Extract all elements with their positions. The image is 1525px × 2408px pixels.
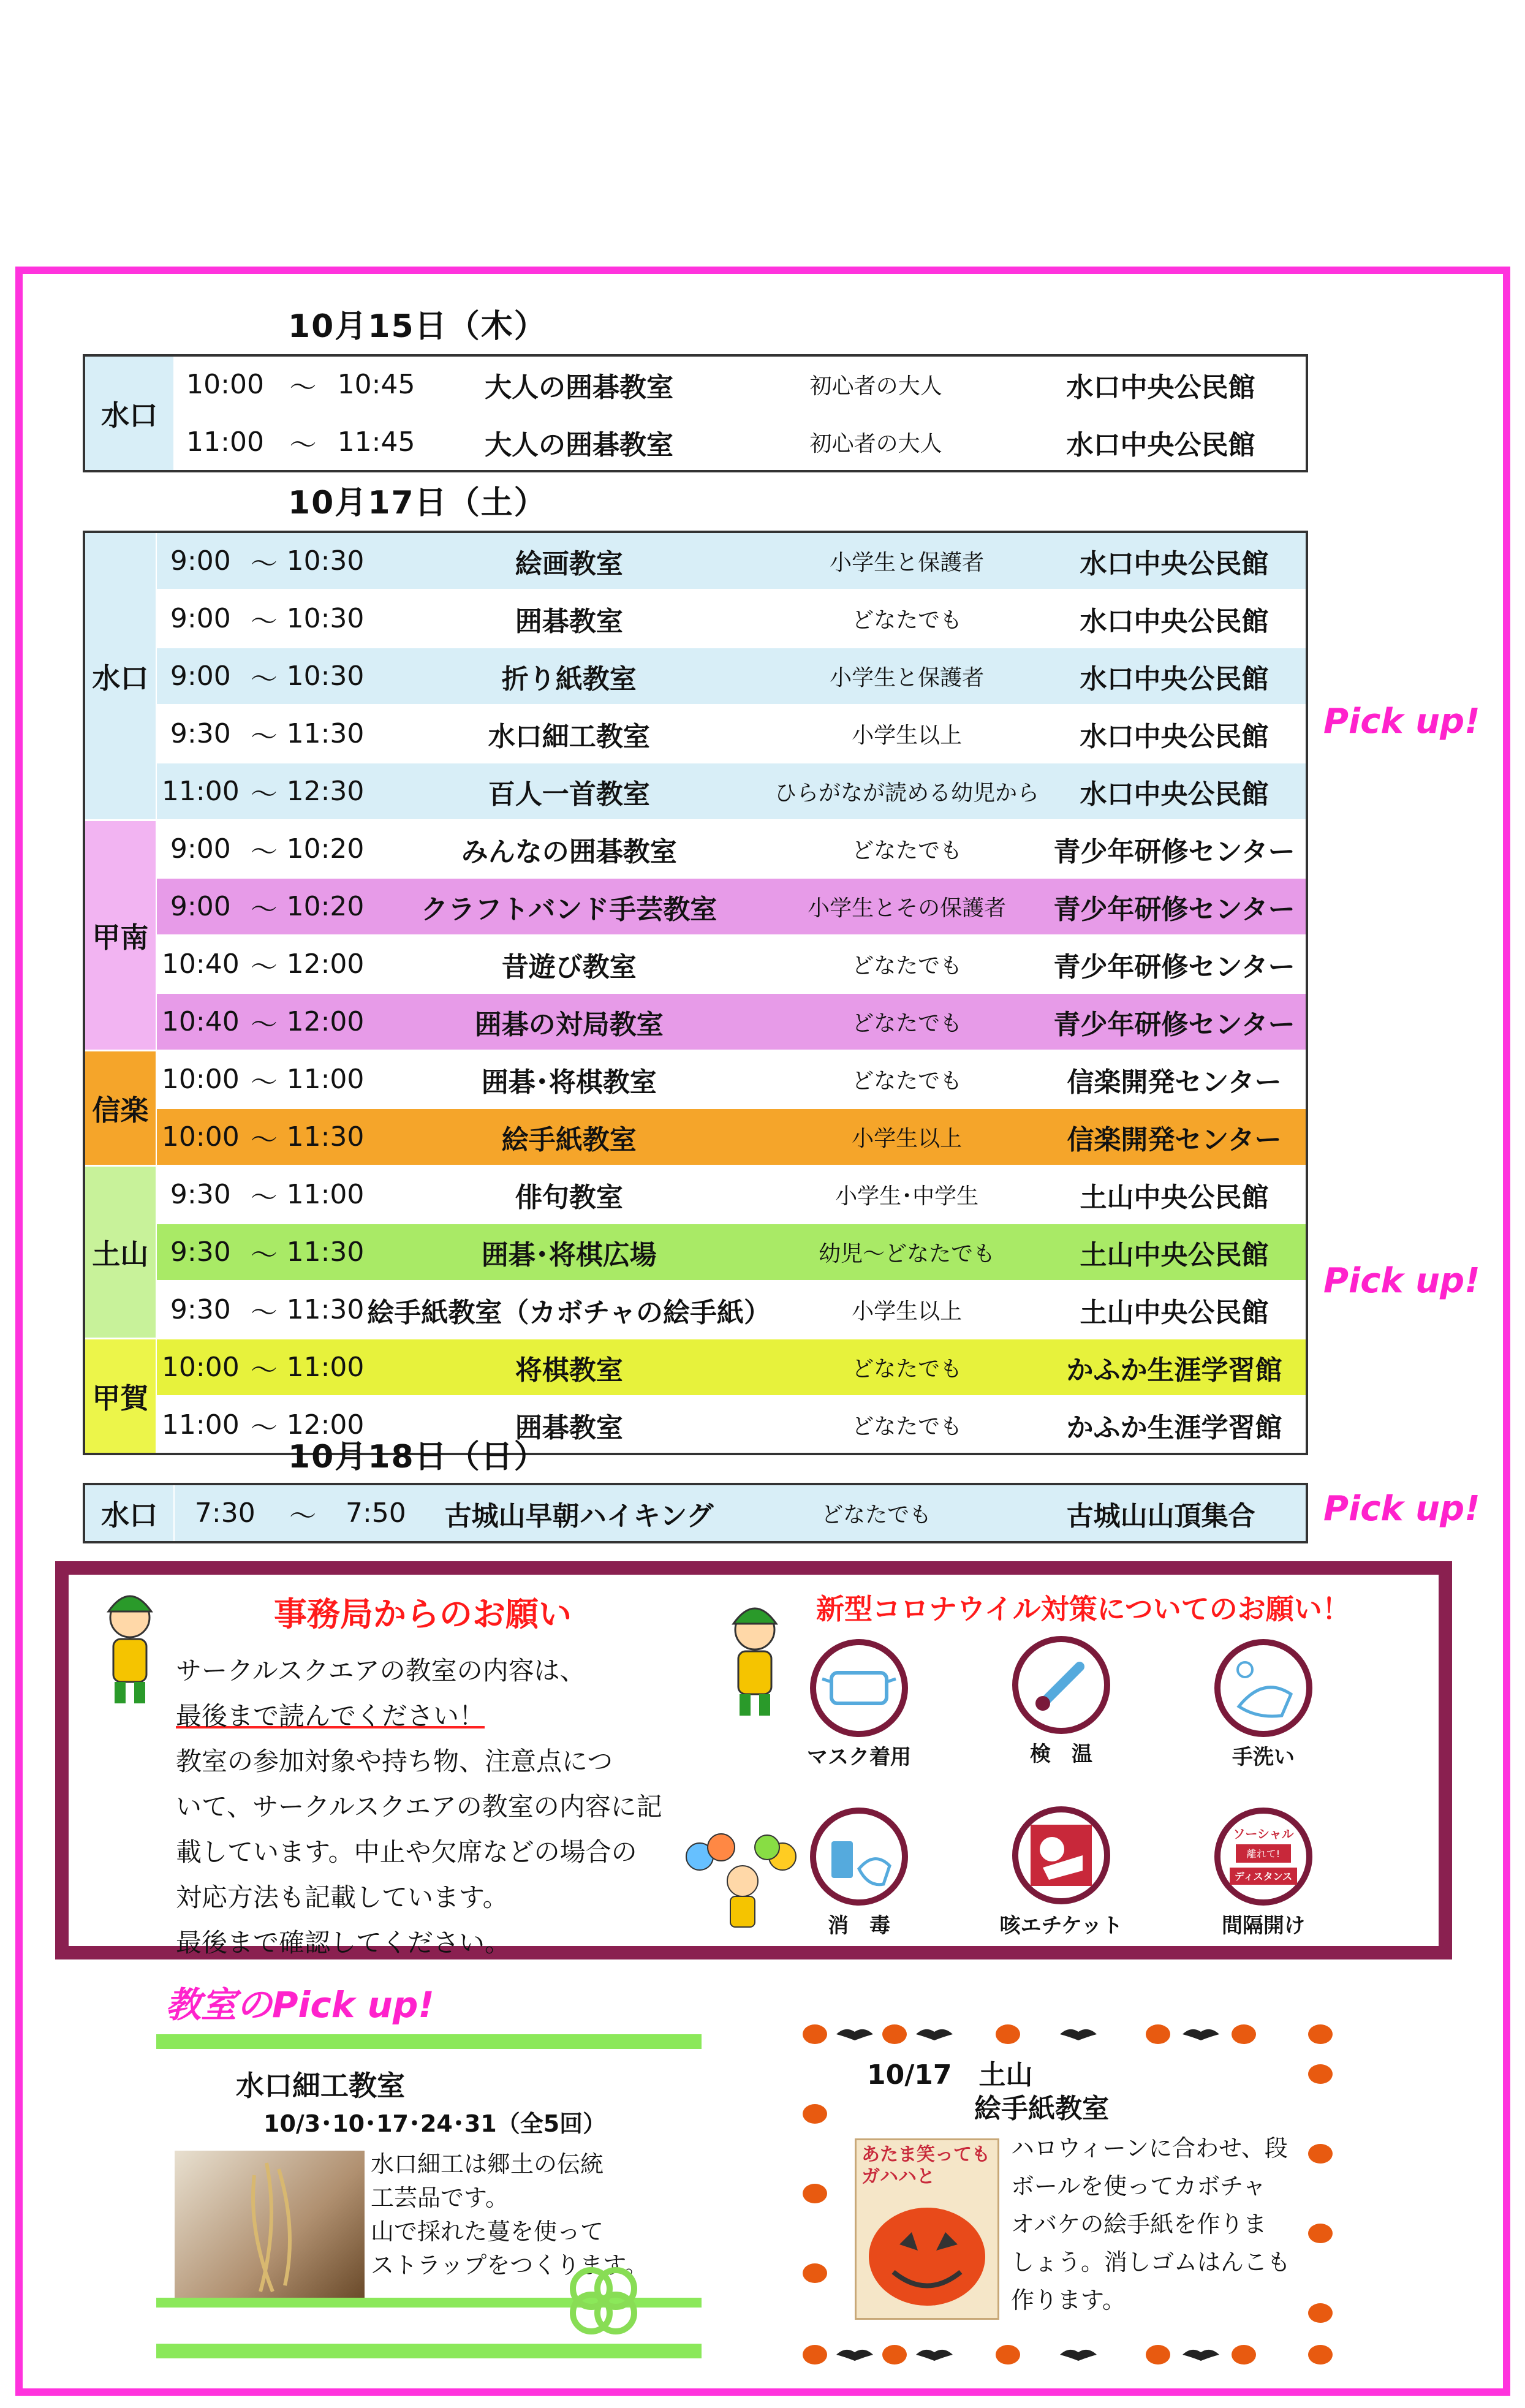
date-heading-2: 10月17日（土） xyxy=(288,485,547,521)
green-divider xyxy=(156,2034,702,2049)
moon-icon xyxy=(1311,2104,1320,2124)
halloween-card xyxy=(797,2019,1336,2368)
cell-target: 小学生以上 xyxy=(771,1281,1043,1339)
cell-tilde: ～ xyxy=(275,1484,330,1542)
schedule-row xyxy=(84,1484,1307,1542)
cell-target: 小学生･中学生 xyxy=(771,1166,1043,1224)
pumpkin-icon xyxy=(1308,2064,1333,2084)
cell-target: 小学生以上 xyxy=(771,1108,1043,1166)
pumpkin-icon xyxy=(803,2024,827,2044)
bat-icon xyxy=(1183,2350,1219,2361)
straw-craft-photo xyxy=(175,2151,365,2298)
bat-icon xyxy=(836,2029,873,2040)
notice-line: 最後まで確認してください。 xyxy=(176,1928,511,1958)
moon-icon xyxy=(805,2064,815,2084)
pumpkin-icon xyxy=(803,2184,827,2203)
cell-end: 12:00 xyxy=(284,936,368,993)
date-heading-1: 10月15日（木） xyxy=(288,308,547,345)
pumpkin-icon xyxy=(1308,2303,1333,2323)
cell-name: 囲碁教室 xyxy=(367,1396,771,1455)
schedule-row xyxy=(84,1281,1307,1339)
cell-name: 絵手紙教室（カボチャの絵手紙） xyxy=(367,1281,771,1339)
notice-line: 載しています。中止や欠席などの場合の xyxy=(176,1837,637,1867)
thermometer-icon xyxy=(1012,1636,1110,1734)
area-cell: 甲賀 xyxy=(84,1339,156,1455)
cell-end: 10:20 xyxy=(284,878,368,936)
cell-start: 10:40 xyxy=(156,936,244,993)
cell-target: 小学生以上 xyxy=(771,705,1043,763)
pumpkin-icon xyxy=(1308,2345,1333,2364)
corona-label: 咳エチケット xyxy=(999,1914,1123,1938)
cell-tilde: ～ xyxy=(244,1396,284,1455)
cell-place: 信楽開発センター xyxy=(1043,1051,1307,1108)
cell-start: 9:30 xyxy=(156,705,244,763)
pickup-label: Pick up! xyxy=(1323,702,1480,741)
schedule-row xyxy=(84,1224,1307,1281)
pickup-heading: 教室のPick up! xyxy=(165,1984,434,2026)
moon-icon xyxy=(964,2024,974,2044)
cell-tilde: ～ xyxy=(244,705,284,763)
schedule-row xyxy=(84,878,1307,936)
cell-target: ひらがなが読める幼児から xyxy=(771,763,1043,820)
cell-end: 11:30 xyxy=(284,1108,368,1166)
cell-place: 水口中央公民館 xyxy=(1016,414,1307,472)
cell-target: どなたでも xyxy=(771,820,1043,878)
pumpkin-icon xyxy=(1308,2144,1333,2164)
cell-start: 10:40 xyxy=(156,993,244,1051)
moon-icon xyxy=(1277,2345,1287,2364)
cell-tilde: ～ xyxy=(244,1281,284,1339)
corona-label: 手洗い xyxy=(1232,1745,1295,1770)
cell-name: 絵手紙教室 xyxy=(367,1108,771,1166)
cell-end: 10:30 xyxy=(284,590,368,648)
card2-desc xyxy=(1011,2129,1290,2319)
cell-start: 9:30 xyxy=(156,1281,244,1339)
card1-desc-line: 工芸品です。 xyxy=(371,2184,509,2211)
sign-top-text: ソーシャル xyxy=(1233,1827,1294,1841)
cell-tilde: ～ xyxy=(244,590,284,648)
mascot-icon xyxy=(96,1587,164,1709)
cell-name: みんなの囲碁教室 xyxy=(367,820,771,878)
schedule-row xyxy=(84,763,1307,820)
cell-tilde: ～ xyxy=(244,532,284,590)
bat-icon xyxy=(1060,2029,1097,2040)
pumpkin-icon xyxy=(803,2345,827,2364)
cell-name: 折り紙教室 xyxy=(367,648,771,705)
bat-icon xyxy=(1183,2029,1219,2040)
area-cell: 水口 xyxy=(84,532,156,820)
pumpkin-icon xyxy=(1146,2024,1170,2044)
cell-end: 11:00 xyxy=(284,1051,368,1108)
pumpkin-icon xyxy=(1308,2224,1333,2243)
cell-target: どなたでも xyxy=(771,1396,1043,1455)
date-heading-3: 10月18日（日） xyxy=(288,1439,547,1475)
schedule-row xyxy=(84,936,1307,993)
notice-box xyxy=(55,1561,1452,1959)
notice-body xyxy=(176,1648,715,1966)
cell-place: 青少年研修センター xyxy=(1043,993,1307,1051)
card2-desc-line: しょう。消しゴムはんこも xyxy=(1011,2249,1291,2276)
corona-title: 新型コロナウイル対策についてのお願い！ xyxy=(816,1592,1350,1626)
cell-tilde: ～ xyxy=(244,763,284,820)
cell-tilde: ～ xyxy=(244,1224,284,1281)
pumpkin-icon xyxy=(1232,2024,1256,2044)
cell-end: 11:45 xyxy=(330,414,422,472)
cell-end: 10:45 xyxy=(330,355,422,414)
cell-end: 11:30 xyxy=(284,705,368,763)
cell-start: 11:00 xyxy=(174,414,276,472)
cell-name: 囲碁教室 xyxy=(367,590,771,648)
cell-place: かふか生涯学習館 xyxy=(1043,1396,1307,1455)
pumpkin-art-text: あたま笑っても ガハハと xyxy=(861,2144,990,2187)
schedule-row xyxy=(84,993,1307,1051)
cell-tilde: ～ xyxy=(244,820,284,878)
card2-desc-line: 作ります。 xyxy=(1011,2287,1126,2314)
cell-target: どなたでも xyxy=(771,1339,1043,1396)
cell-tilde: ～ xyxy=(244,878,284,936)
pumpkin-icon xyxy=(996,2024,1020,2044)
moon-icon xyxy=(964,2345,974,2364)
mizuhiki-knot-icon xyxy=(564,2261,643,2341)
cell-place: 青少年研修センター xyxy=(1043,820,1307,878)
card1-desc-line: ストラップをつくります。 xyxy=(371,2252,648,2279)
cell-start: 9:30 xyxy=(156,1166,244,1224)
cell-name: 百人一首教室 xyxy=(367,763,771,820)
moon-icon xyxy=(805,2224,815,2243)
moon-icon xyxy=(1111,2345,1121,2364)
moon-icon xyxy=(1032,2345,1042,2364)
schedule-row xyxy=(84,705,1307,763)
mask-icon xyxy=(810,1639,908,1737)
bat-icon xyxy=(1060,2350,1097,2361)
cell-place: 水口中央公民館 xyxy=(1043,763,1307,820)
cell-name: 将棋教室 xyxy=(367,1339,771,1396)
cell-start: 9:00 xyxy=(156,532,244,590)
social-distance-icon xyxy=(1214,1808,1312,1906)
bat-icon xyxy=(836,2350,873,2361)
area-cell: 信楽 xyxy=(84,1051,156,1166)
cell-target: 初心者の大人 xyxy=(736,355,1016,414)
cell-name: 大人の囲碁教室 xyxy=(422,355,736,414)
cell-name: 水口細工教室 xyxy=(367,705,771,763)
cell-start: 9:00 xyxy=(156,590,244,648)
cell-tilde: ～ xyxy=(244,936,284,993)
pumpkin-icon xyxy=(882,2024,907,2044)
notice-line: サークルスクエアの教室の内容は、 xyxy=(176,1656,586,1686)
card1-dates: 10/3･10･17･24･31（全5回） xyxy=(263,2110,607,2137)
moon-icon xyxy=(805,2303,815,2323)
corona-label: 消 毒 xyxy=(828,1914,890,1938)
pumpkin-icon xyxy=(803,2104,827,2124)
corona-label: マスク着用 xyxy=(807,1745,911,1770)
cell-tilde: ～ xyxy=(244,1108,284,1166)
cell-place: 青少年研修センター xyxy=(1043,936,1307,993)
cell-tilde: ～ xyxy=(276,355,330,414)
cell-end: 12:00 xyxy=(284,993,368,1051)
moon-icon xyxy=(1111,2024,1121,2044)
card1-title: 水口細工教室 xyxy=(236,2069,405,2102)
schedule-row xyxy=(84,648,1307,705)
notice-line: 教室の参加対象や持ち物、注意点につ xyxy=(176,1746,613,1776)
moon-icon xyxy=(805,2144,815,2164)
bat-icon xyxy=(916,2029,953,2040)
pumpkin-icon xyxy=(1232,2345,1256,2364)
schedule-table-1015 xyxy=(83,354,1308,472)
cell-start: 10:00 xyxy=(156,1339,244,1396)
cell-place: 水口中央公民館 xyxy=(1043,532,1307,590)
cell-start: 11:00 xyxy=(156,1396,244,1455)
cell-target: 初心者の大人 xyxy=(736,414,1016,472)
cell-place: 水口中央公民館 xyxy=(1043,648,1307,705)
cell-place: 水口中央公民館 xyxy=(1016,355,1307,414)
cell-place: 青少年研修センター xyxy=(1043,878,1307,936)
cell-name: 囲碁･将棋広場 xyxy=(367,1224,771,1281)
moon-icon xyxy=(1277,2024,1287,2044)
sign-bottom-text: ディスタンス xyxy=(1234,1871,1293,1882)
pumpkin-icon xyxy=(1146,2345,1170,2364)
schedule-row xyxy=(84,355,1307,414)
green-divider xyxy=(156,2344,702,2358)
cell-place: 古城山山頂集合 xyxy=(1016,1484,1307,1542)
cell-place: 水口中央公民館 xyxy=(1043,705,1307,763)
sanitizer-icon xyxy=(810,1808,908,1906)
schedule-row xyxy=(84,1166,1307,1224)
area-cell: 水口 xyxy=(84,1484,174,1542)
cell-name: 俳句教室 xyxy=(367,1166,771,1224)
cell-start: 10:00 xyxy=(174,355,276,414)
cell-end: 10:30 xyxy=(284,648,368,705)
cell-name: 囲碁の対局教室 xyxy=(367,993,771,1051)
cell-tilde: ～ xyxy=(244,1051,284,1108)
notice-line: いて、サークルスクエアの教室の内容に記 xyxy=(176,1792,662,1822)
moon-icon xyxy=(1032,2024,1042,2044)
cell-start: 10:00 xyxy=(156,1051,244,1108)
cell-name: 大人の囲碁教室 xyxy=(422,414,736,472)
mascot-icon xyxy=(721,1599,789,1722)
cell-place: 水口中央公民館 xyxy=(1043,590,1307,648)
cell-tilde: ～ xyxy=(244,648,284,705)
cell-end: 12:00 xyxy=(284,1396,368,1455)
area-cell: 甲南 xyxy=(84,820,156,1051)
cell-start: 7:30 xyxy=(174,1484,275,1542)
cell-end: 11:30 xyxy=(284,1224,368,1281)
cell-start: 10:00 xyxy=(156,1108,244,1166)
cell-start: 11:00 xyxy=(156,763,244,820)
corona-label: 検 温 xyxy=(1030,1742,1092,1766)
pickup-label: Pick up! xyxy=(1323,1489,1480,1529)
notice-line-emphasis: 最後まで読んでください！ xyxy=(176,1701,485,1731)
schedule-row xyxy=(84,1396,1307,1455)
cell-name: クラフトバンド手芸教室 xyxy=(367,878,771,936)
bat-icon xyxy=(916,2350,953,2361)
card2-desc-line: ハロウィーンに合わせ、段 xyxy=(1011,2135,1288,2162)
cell-place: 土山中央公民館 xyxy=(1043,1166,1307,1224)
cell-place: 土山中央公民館 xyxy=(1043,1281,1307,1339)
card1-desc-line: 山で採れた蔓を使って xyxy=(371,2218,604,2245)
cell-place: 信楽開発センター xyxy=(1043,1108,1307,1166)
moon-icon xyxy=(1311,2184,1320,2203)
schedule-row xyxy=(84,1108,1307,1166)
cell-name: 昔遊び教室 xyxy=(367,936,771,993)
cell-tilde: ～ xyxy=(244,1166,284,1224)
area-cell: 土山 xyxy=(84,1166,156,1339)
pumpkin-icon xyxy=(882,2345,907,2364)
cell-target: どなたでも xyxy=(771,936,1043,993)
cell-end: 11:00 xyxy=(284,1339,368,1396)
cell-tilde: ～ xyxy=(276,414,330,472)
card2-title: 絵手紙教室 xyxy=(974,2093,1109,2124)
cell-tilde: ～ xyxy=(244,993,284,1051)
schedule-row xyxy=(84,414,1307,472)
area-cell: 水口 xyxy=(84,355,174,471)
schedule-row xyxy=(84,590,1307,648)
cell-target: 幼児～どなたでも xyxy=(771,1224,1043,1281)
pumpkin-icon xyxy=(803,2263,827,2283)
pumpkin-letter-art xyxy=(855,2138,999,2320)
schedule-row xyxy=(84,1339,1307,1396)
corona-label: 間隔開け xyxy=(1222,1914,1305,1938)
cell-end: 12:30 xyxy=(284,763,368,820)
cell-end: 11:30 xyxy=(284,1281,368,1339)
card2-date: 10/17 土山 xyxy=(867,2059,1033,2091)
cell-name: 古城山早朝ハイキング xyxy=(422,1484,736,1542)
notice-title: 事務局からのお願い xyxy=(274,1595,572,1634)
cell-end: 11:00 xyxy=(284,1166,368,1224)
cell-end: 10:20 xyxy=(284,820,368,878)
cell-target: どなたでも xyxy=(771,590,1043,648)
cell-place: 土山中央公民館 xyxy=(1043,1224,1307,1281)
schedule-row xyxy=(84,820,1307,878)
cell-name: 絵画教室 xyxy=(367,532,771,590)
moon-icon xyxy=(1311,2263,1320,2283)
cough-etiquette-icon xyxy=(1012,1806,1110,1904)
pumpkin-icon xyxy=(996,2345,1020,2364)
card2-desc-line: オバケの絵手紙を作りま xyxy=(1011,2211,1267,2238)
cell-start: 9:00 xyxy=(156,820,244,878)
cell-end: 10:30 xyxy=(284,532,368,590)
sign-mid-text: 離れて! xyxy=(1246,1848,1281,1860)
cell-place: かふか生涯学習館 xyxy=(1043,1339,1307,1396)
cell-target: どなたでも xyxy=(771,993,1043,1051)
cell-target: 小学生と保護者 xyxy=(771,648,1043,705)
cell-target: どなたでも xyxy=(771,1051,1043,1108)
cell-name: 囲碁･将棋教室 xyxy=(367,1051,771,1108)
notice-line: 対応方法も記載しています。 xyxy=(176,1882,509,1912)
cell-target: 小学生と保護者 xyxy=(771,532,1043,590)
cell-start: 9:00 xyxy=(156,878,244,936)
schedule-row xyxy=(84,1051,1307,1108)
cell-target: 小学生とその保護者 xyxy=(771,878,1043,936)
cell-tilde: ～ xyxy=(244,1339,284,1396)
cell-start: 9:30 xyxy=(156,1224,244,1281)
handwash-icon xyxy=(1214,1639,1312,1737)
pickup-label: Pick up! xyxy=(1323,1261,1480,1301)
schedule-table-1018 xyxy=(83,1483,1308,1543)
cell-start: 9:00 xyxy=(156,648,244,705)
schedule-table-1017 xyxy=(83,531,1308,1455)
schedule-row xyxy=(84,532,1307,590)
cell-target: どなたでも xyxy=(736,1484,1016,1542)
card1-desc-line: 水口細工は郷土の伝統 xyxy=(371,2151,604,2178)
card2-desc-line: ボールを使ってカボチャ xyxy=(1011,2173,1266,2200)
pumpkin-icon xyxy=(1308,2024,1333,2044)
cell-end: 7:50 xyxy=(330,1484,422,1542)
